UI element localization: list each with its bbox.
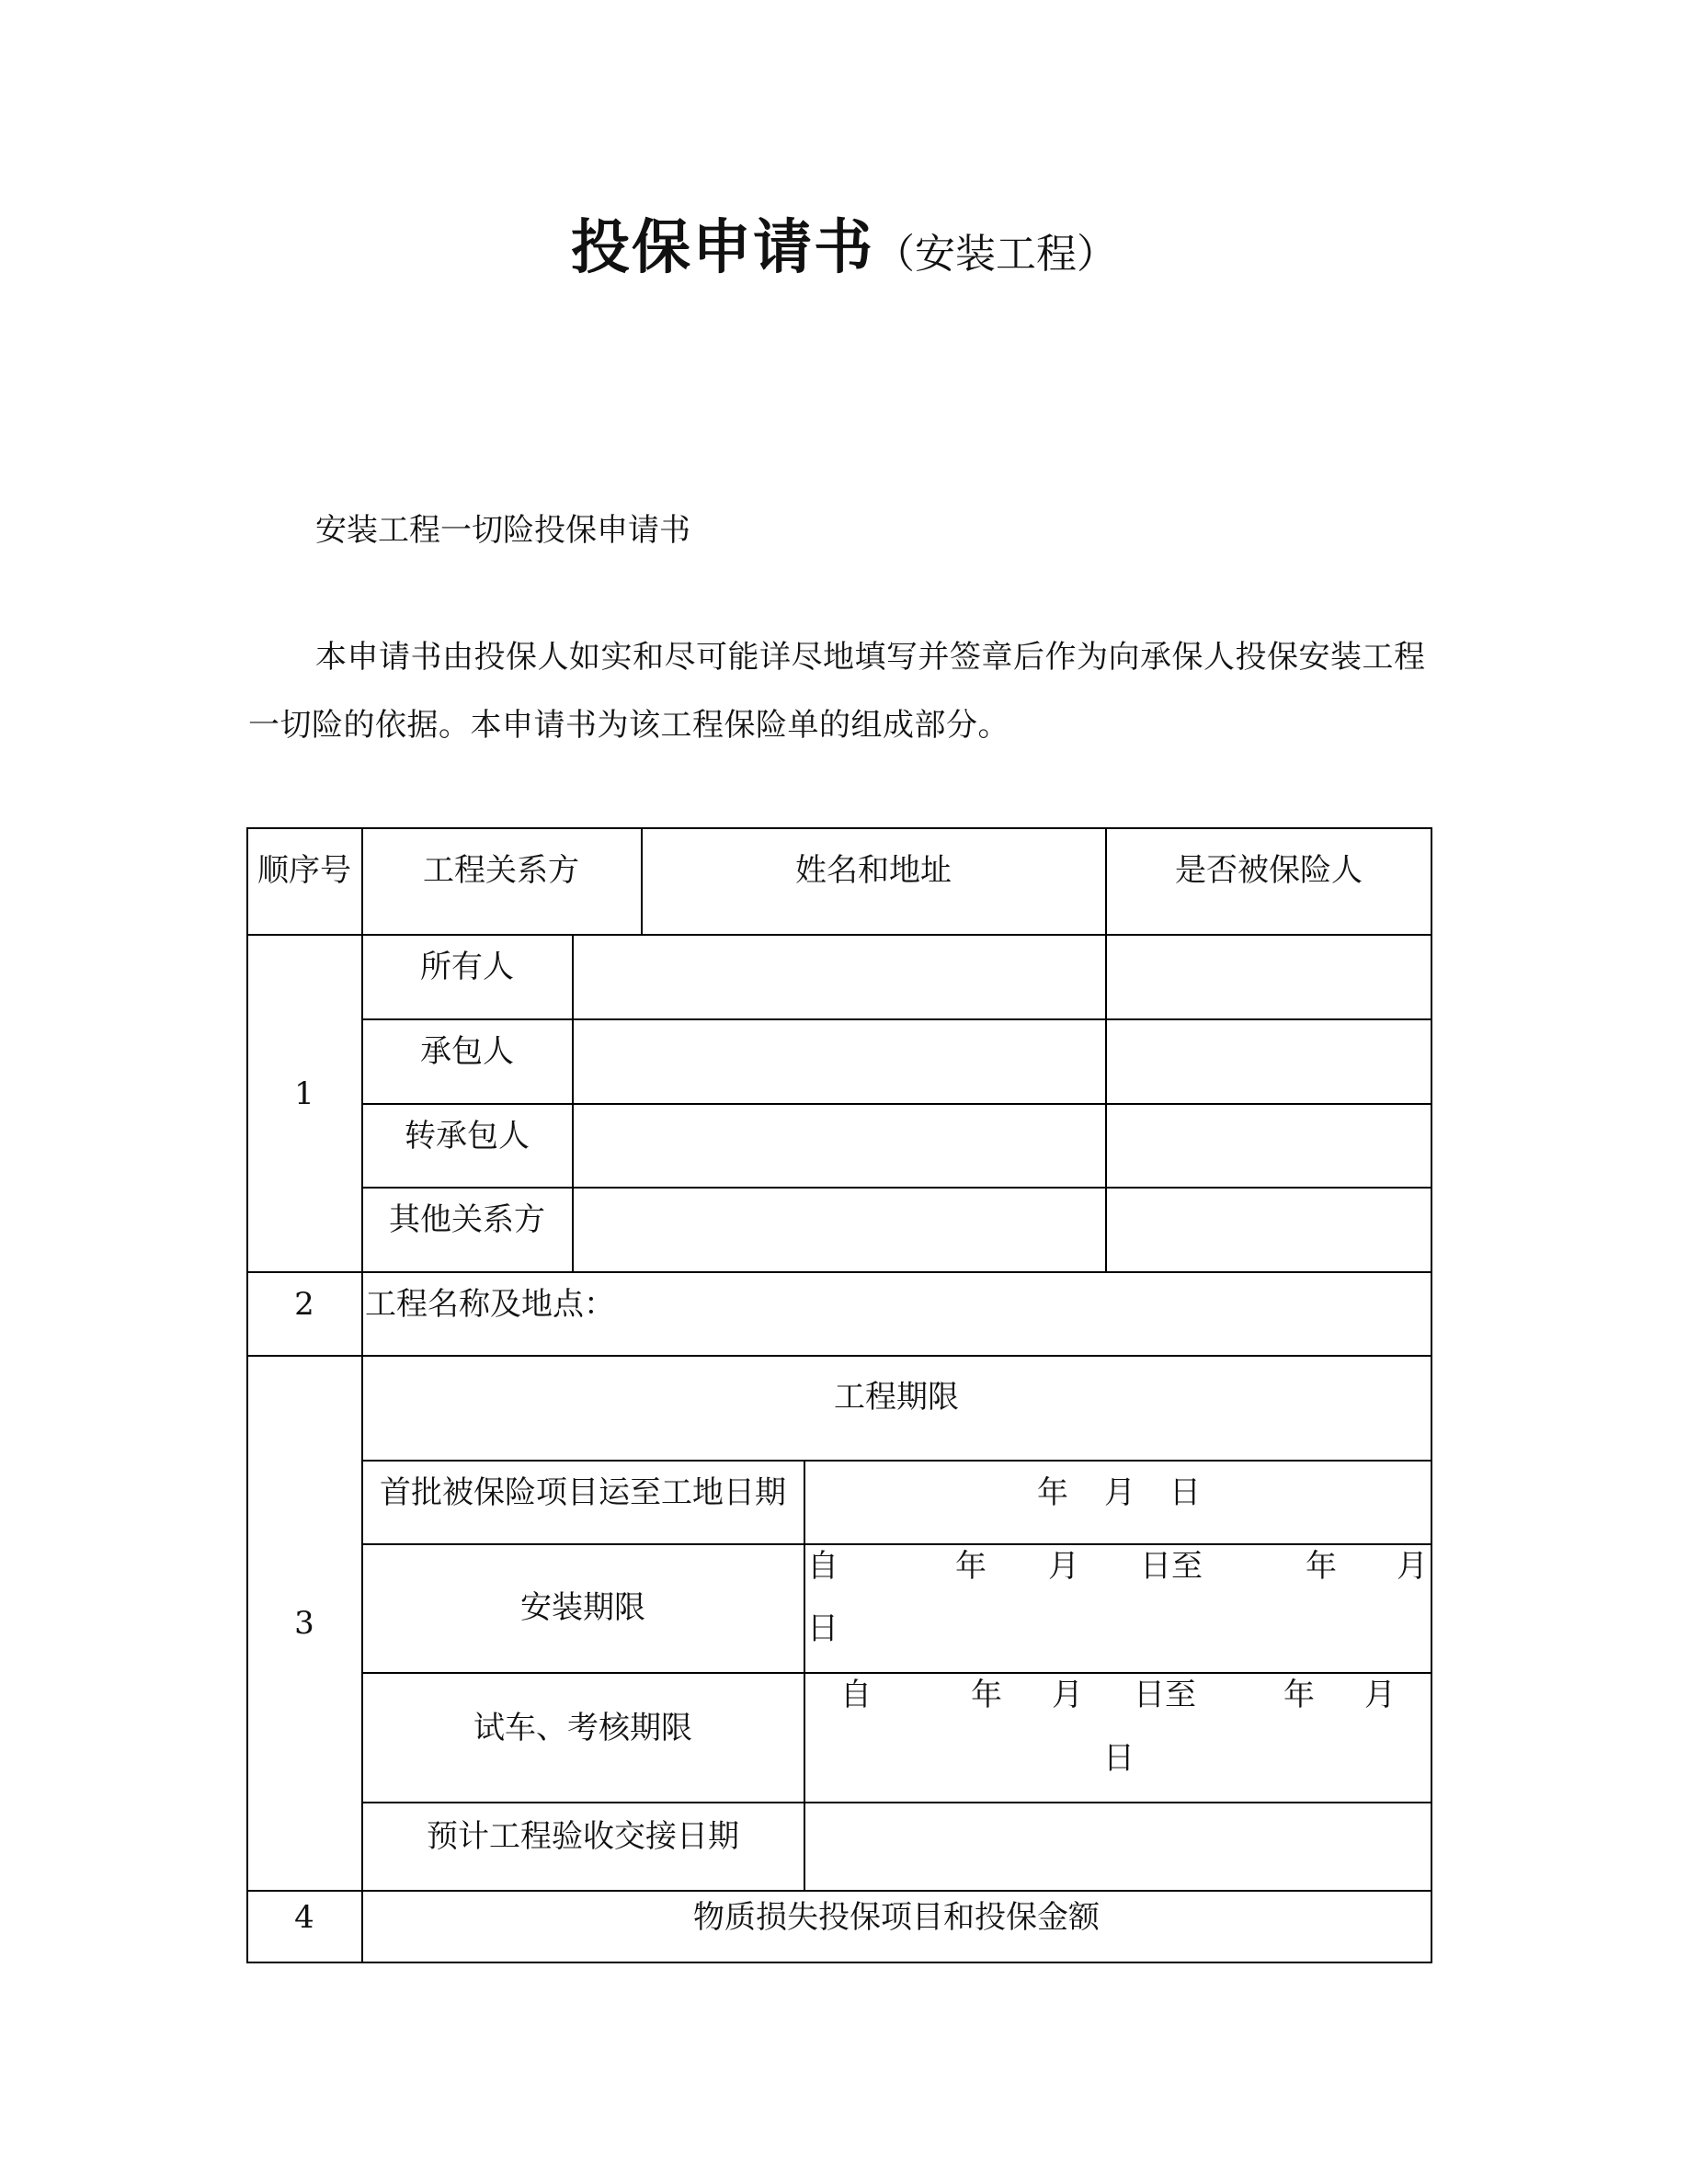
date-month: 月	[1104, 1474, 1135, 1511]
date-day-end: 日	[1103, 1740, 1135, 1777]
header-seq: 顺序号	[257, 852, 351, 889]
date-from: 自	[840, 1677, 872, 1713]
row-number: 1	[294, 1075, 314, 1112]
party-contractor: 承包人	[420, 1033, 514, 1070]
table-border-right	[1431, 827, 1432, 1963]
table-line	[361, 1672, 1432, 1674]
trial-period-label: 试车、考核期限	[473, 1710, 692, 1746]
table-border-left	[246, 827, 248, 1963]
table-line	[572, 934, 574, 1271]
date-year-end: 年	[1283, 1677, 1315, 1713]
date-year: 年	[971, 1677, 1002, 1713]
table-border-bottom	[246, 1962, 1432, 1963]
party-owner: 所有人	[420, 949, 514, 985]
table-line	[361, 1460, 1432, 1462]
document-title-block	[0, 200, 1688, 285]
party-subcontractor: 转承包人	[405, 1118, 530, 1155]
table-line	[1105, 827, 1107, 1271]
table-line	[641, 827, 643, 934]
form-heading: 安装工程一切险投保申请书	[315, 512, 690, 549]
date-month-end: 月	[1364, 1677, 1396, 1713]
intro-paragraph: 本申请书由投保人如实和尽可能详尽地填写并签章后作为向承保人投保安装工程一切险的依据。本申请书为该工程保险单的组成部分。	[248, 639, 1426, 744]
table-line	[246, 1890, 1432, 1892]
date-from: 自	[807, 1548, 838, 1585]
install-period-label: 安装期限	[520, 1589, 645, 1626]
date-day: 日	[1169, 1474, 1201, 1511]
material-damage-label: 物质损失投保项目和投保金额	[693, 1899, 1100, 1936]
date-day-to: 日至	[1140, 1548, 1203, 1585]
date-year: 年	[955, 1548, 987, 1585]
row-number: 3	[294, 1605, 314, 1642]
date-year: 年	[1037, 1474, 1068, 1511]
acceptance-date-label: 预计工程验收交接日期	[427, 1818, 739, 1855]
date-year-end: 年	[1306, 1548, 1337, 1585]
table-line	[361, 1187, 1432, 1189]
document-title-note: （安装工程）	[874, 231, 1117, 278]
date-month-end: 月	[1397, 1548, 1428, 1585]
table-line	[246, 1355, 1432, 1357]
first-delivery-label: 首批被保险项目运至工地日期	[380, 1474, 786, 1511]
table-line	[246, 934, 1432, 936]
table-line	[361, 1802, 1432, 1803]
table-line	[804, 1460, 805, 1890]
row-number: 2	[294, 1286, 314, 1323]
table-line	[361, 1103, 1432, 1105]
row-number: 4	[294, 1899, 314, 1936]
table-border-top	[246, 827, 1432, 829]
table-line	[246, 1271, 1432, 1273]
header-insured: 是否被保险人	[1175, 852, 1363, 889]
project-name-location-label: 工程名称及地点：	[365, 1286, 615, 1323]
header-name-address: 姓名和地址	[795, 852, 952, 889]
header-party: 工程关系方	[423, 852, 579, 889]
document-title: 投保申请书	[571, 214, 874, 282]
date-month: 月	[1048, 1548, 1079, 1585]
date-day-end: 日	[807, 1610, 838, 1647]
project-period-title: 工程期限	[834, 1379, 959, 1416]
table-line	[361, 1543, 1432, 1545]
date-day-to: 日至	[1134, 1677, 1196, 1713]
date-month: 月	[1052, 1677, 1083, 1713]
table-line	[361, 827, 363, 1963]
table-line	[361, 1018, 1432, 1020]
party-other: 其他关系方	[389, 1201, 545, 1238]
